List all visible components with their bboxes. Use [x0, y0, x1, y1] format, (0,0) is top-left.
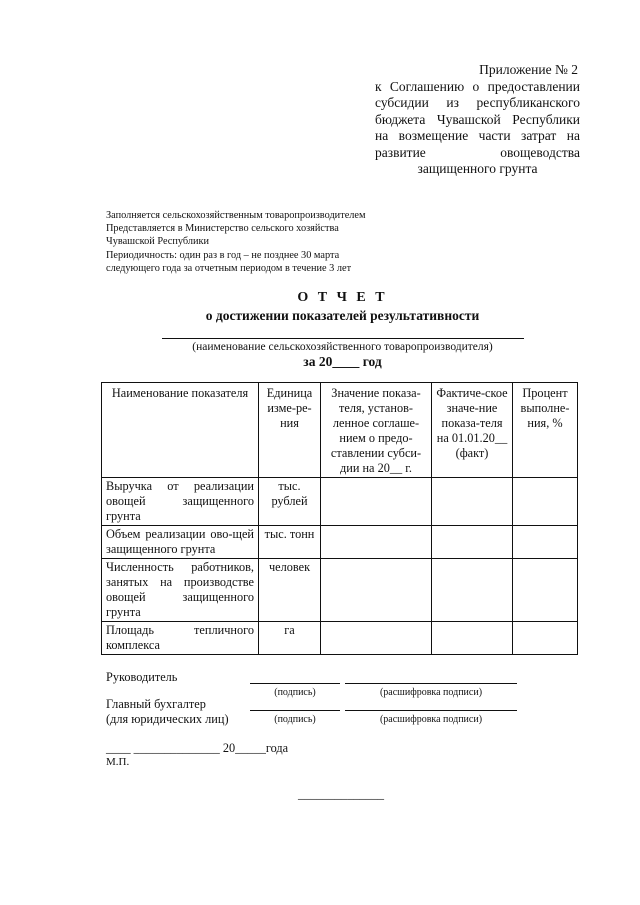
producer-name-caption: (наименование сельскохозяйственного товаропроизводителя) [192, 341, 493, 353]
row-indicator-name: Объем реализации ово-щей защищенного грунта [102, 526, 259, 559]
accountant-decoding-line[interactable] [345, 709, 517, 711]
header-fact: Фактиче-ское значе-ние показа-теля на 01.01.20__ (факт) [432, 383, 513, 478]
filler-notes [106, 209, 446, 275]
table-row [102, 526, 578, 559]
row-percent-value[interactable] [513, 478, 578, 526]
accountant-note: (для юридических лиц) [106, 712, 229, 726]
row-unit: тыс. рублей [259, 478, 321, 526]
annex-title: Приложение № 2 [479, 62, 578, 77]
note-line: Периодичность: один раз в год – не позднее 30 марта [106, 249, 340, 261]
note-line: Представляется в Министерство сельского хозяйства [106, 223, 339, 235]
head-decoding-line[interactable] [345, 682, 517, 684]
header-plan: Значение показа-теля, установ-ленное соглаше-нием о предо-ставлении субси-дии на 20__ г. [321, 383, 432, 478]
row-indicator-name: Площадь тепличного комплекса [102, 622, 259, 655]
row-plan-value[interactable] [321, 559, 432, 622]
row-indicator-name: Выручка от реализации овощей защищенного грунта [102, 478, 259, 526]
row-fact-value[interactable] [432, 478, 513, 526]
row-fact-value[interactable] [432, 526, 513, 559]
signature-caption: (подпись) [274, 687, 316, 698]
annex-block [375, 62, 580, 178]
note-line: Заполняется сельскохозяйственным товаропроизводителем [106, 210, 366, 221]
row-plan-value[interactable] [321, 526, 432, 559]
note-line: Чувашской Республики [106, 236, 210, 248]
decoding-caption: (расшифровка подписи) [379, 687, 483, 698]
row-plan-value[interactable] [321, 622, 432, 655]
table-header-row [102, 383, 578, 478]
report-heading [150, 290, 535, 370]
row-percent-value[interactable] [513, 526, 578, 559]
report-subtitle: о достижении показателей результативности [205, 308, 480, 323]
head-label: Руководитель [106, 670, 178, 684]
head-signature-line[interactable] [250, 682, 340, 684]
header-indicator: Наименование показателя [102, 383, 259, 478]
row-percent-value[interactable] [513, 622, 578, 655]
row-unit: человек [259, 559, 321, 622]
report-year: за 20____ год [303, 354, 382, 369]
row-unit: тыс. тонн [259, 526, 321, 559]
accountant-label: Главный бухгалтер [106, 697, 206, 711]
header-percent: Процент выполне-ния, % [513, 383, 578, 478]
signature-caption: (подпись) [274, 714, 316, 725]
report-title: О Т Ч Е Т [297, 290, 388, 305]
producer-name-line [162, 324, 524, 339]
row-percent-value[interactable] [513, 559, 578, 622]
table-row [102, 559, 578, 622]
stamp-label: М.П. [106, 756, 130, 768]
row-fact-value[interactable] [432, 559, 513, 622]
row-fact-value[interactable] [432, 622, 513, 655]
note-line: следующего года за отчетным периодом в течение 3 лет [106, 262, 352, 274]
bottom-separator: ______________ [298, 787, 385, 801]
table-row [102, 478, 578, 526]
row-plan-value[interactable] [321, 478, 432, 526]
indicators-table [101, 382, 578, 655]
date-line[interactable]: ____ ______________ 20_____года [106, 741, 289, 755]
header-unit: Единица изме-ре-ния [259, 383, 321, 478]
row-indicator-name: Численность работников, занятых на производстве овощей защищенного грунта [102, 559, 259, 622]
accountant-signature-line[interactable] [250, 709, 340, 711]
row-unit: га [259, 622, 321, 655]
annex-text: к Соглашению о предоставлении субсидии из республиканского бюджета Чувашской Республики на возмещение части затрат на развитие овощеводства защищенного грунта [375, 78, 580, 176]
decoding-caption: (расшифровка подписи) [379, 714, 483, 725]
table-row [102, 622, 578, 655]
